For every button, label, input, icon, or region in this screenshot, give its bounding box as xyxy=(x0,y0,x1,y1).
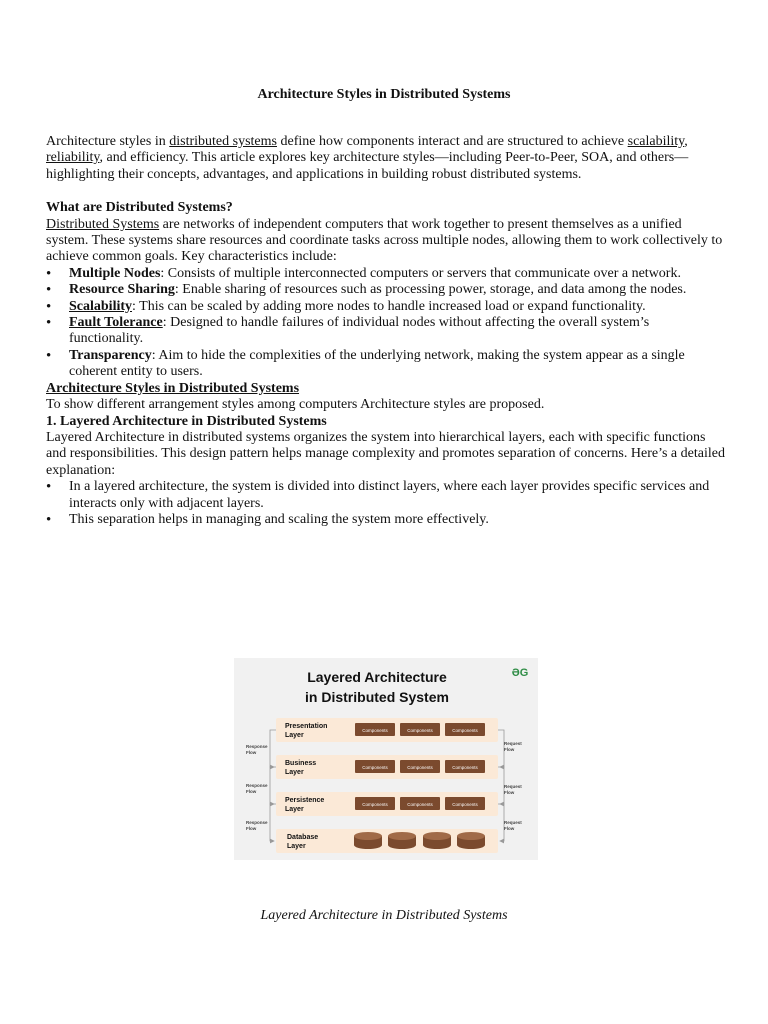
link-distributed-systems[interactable]: distributed systems xyxy=(169,134,277,149)
flow-label-line2: Flow xyxy=(504,790,515,795)
layer-label-line1: Persistence xyxy=(285,797,325,804)
term-desc: : Designed to handle failures of individual nodes without affecting the overall system’s functionality. xyxy=(69,315,650,347)
layer-label-line1: Business xyxy=(285,760,317,767)
flow-label-line2: Flow xyxy=(246,750,257,755)
component-label: Components xyxy=(362,765,388,770)
layered-paragraph: Layered Architecture in distributed systems organizes the system into hierarchical layers, each with specific functions and responsibilities. This design pattern helps manage complexity and promotes separation of concerns. Here’s a detailed explanation: xyxy=(46,429,725,478)
figure-caption: Layered Architecture in Distributed Systems xyxy=(260,908,508,923)
term-resource-sharing: Resource Sharing xyxy=(69,282,175,298)
layer-label-line2: Layer xyxy=(287,843,306,850)
request-flow-label xyxy=(504,784,523,795)
flow-label-line1: Request xyxy=(504,784,522,789)
database-icon xyxy=(457,832,485,849)
layered-architecture-diagram xyxy=(234,658,538,860)
intro-paragraph xyxy=(46,134,726,183)
component-label: Components xyxy=(452,802,478,807)
component-label: Components xyxy=(407,728,433,733)
list-item: • In a layered architecture, the system is divided into distinct layers, where each layer provides specific services and interacts only with adjacent layers. xyxy=(46,479,726,512)
component-label: Components xyxy=(362,728,388,733)
layer-label-line1: Presentation xyxy=(285,723,328,730)
layered-architecture-figure xyxy=(234,658,538,860)
flow-label-line2: Flow xyxy=(246,826,257,831)
flow-label-line1: Request xyxy=(504,820,522,825)
what-paragraph xyxy=(46,217,726,266)
document-title: Architecture Styles in Distributed Systems xyxy=(257,87,511,102)
intro-text: , xyxy=(684,134,688,149)
term-transparency: Transparency xyxy=(69,347,152,363)
term-desc: : Enable sharing of resources such as processing power, storage, and data among the nodes. xyxy=(174,282,687,298)
term-desc: : This can be scaled by adding more nodes to handle increased load or expand functionality. xyxy=(132,298,646,314)
link-reliability[interactable]: reliability xyxy=(46,150,100,166)
term-desc: : Aim to hide the complexities of the underlying network, making the system appear as a single coherent entity to users. xyxy=(69,347,685,380)
intro-text: , and efficiency. This article explores key architecture styles—including Peer-to-Peer, SOA, and others—highlighting their concepts, advantages, and applications in building robust distributed systems. xyxy=(46,150,689,182)
component-label: Components xyxy=(407,765,433,770)
styles-heading: Architecture Styles in Distributed Systems xyxy=(46,380,300,396)
styles-intro: To show different arrangement styles among computers Architecture styles are proposed. xyxy=(46,397,545,413)
layered-heading: 1. Layered Architecture in Distributed Systems xyxy=(46,413,327,429)
component-label: Components xyxy=(452,728,478,733)
layer-label-line2: Layer xyxy=(285,769,304,776)
request-flow-label xyxy=(504,820,523,831)
response-flow-arrow-icon xyxy=(270,730,276,767)
gfg-logo-icon: ƏG xyxy=(511,667,529,679)
what-heading: What are Distributed Systems? xyxy=(46,200,233,216)
list-item xyxy=(46,315,726,348)
intro-text: define how components interact and are structured to achieve xyxy=(276,134,628,149)
component-label: Components xyxy=(362,802,388,807)
link-term-scalability[interactable]: Scalability xyxy=(69,298,133,314)
link-term-fault-tolerance[interactable]: Fault Tolerance xyxy=(69,315,163,331)
flow-label-line1: Response xyxy=(246,783,268,788)
flow-label-line1: Request xyxy=(504,741,522,746)
database-icon xyxy=(423,832,451,849)
list-item: • This separation helps in managing and scaling the system more effectively. xyxy=(46,512,726,528)
response-flow-label xyxy=(246,820,269,831)
list-item xyxy=(46,266,726,282)
characteristics-list xyxy=(46,266,726,381)
list-item xyxy=(46,299,726,315)
figure-title-line1: Layered Architecture xyxy=(307,669,447,685)
what-text: are networks of independent computers that work together to present themselves as a unified system. These systems share resources and coordinate tasks across multiple nodes, allowing them to work collectively to achieve common goals. Key characteristics include: xyxy=(46,216,723,265)
layered-points-list xyxy=(46,479,726,528)
layer-label-line1: Database xyxy=(287,834,319,841)
database-icon xyxy=(354,832,382,849)
database-icon xyxy=(388,832,416,849)
component-label: Components xyxy=(452,765,478,770)
link-distributed-systems-2[interactable]: Distributed Systems xyxy=(46,216,160,232)
response-flow-label xyxy=(246,744,269,755)
flow-label-line1: Response xyxy=(246,820,268,825)
intro-text: Architecture styles in xyxy=(46,134,170,149)
layer-label-line2: Layer xyxy=(285,732,304,739)
request-flow-label xyxy=(504,741,523,752)
flow-label-line1: Response xyxy=(246,744,268,749)
term-desc: : Consists of multiple interconnected computers or servers that communicate over a network. xyxy=(160,265,681,281)
term-multiple-nodes: Multiple Nodes xyxy=(69,265,161,281)
component-label: Components xyxy=(407,802,433,807)
link-scalability[interactable]: scalability xyxy=(627,134,685,149)
flow-label-line2: Flow xyxy=(504,747,515,752)
flow-label-line2: Flow xyxy=(246,789,257,794)
document-body xyxy=(46,134,726,528)
response-flow-label xyxy=(246,783,269,794)
figure-title-line2: in Distributed System xyxy=(305,689,449,705)
layer-label-line2: Layer xyxy=(285,806,304,813)
list-item xyxy=(46,348,726,381)
response-flow-arrow-icon xyxy=(270,767,276,804)
flow-label-line2: Flow xyxy=(504,826,515,831)
response-flow-arrow-icon xyxy=(270,804,276,841)
list-item xyxy=(46,282,726,298)
